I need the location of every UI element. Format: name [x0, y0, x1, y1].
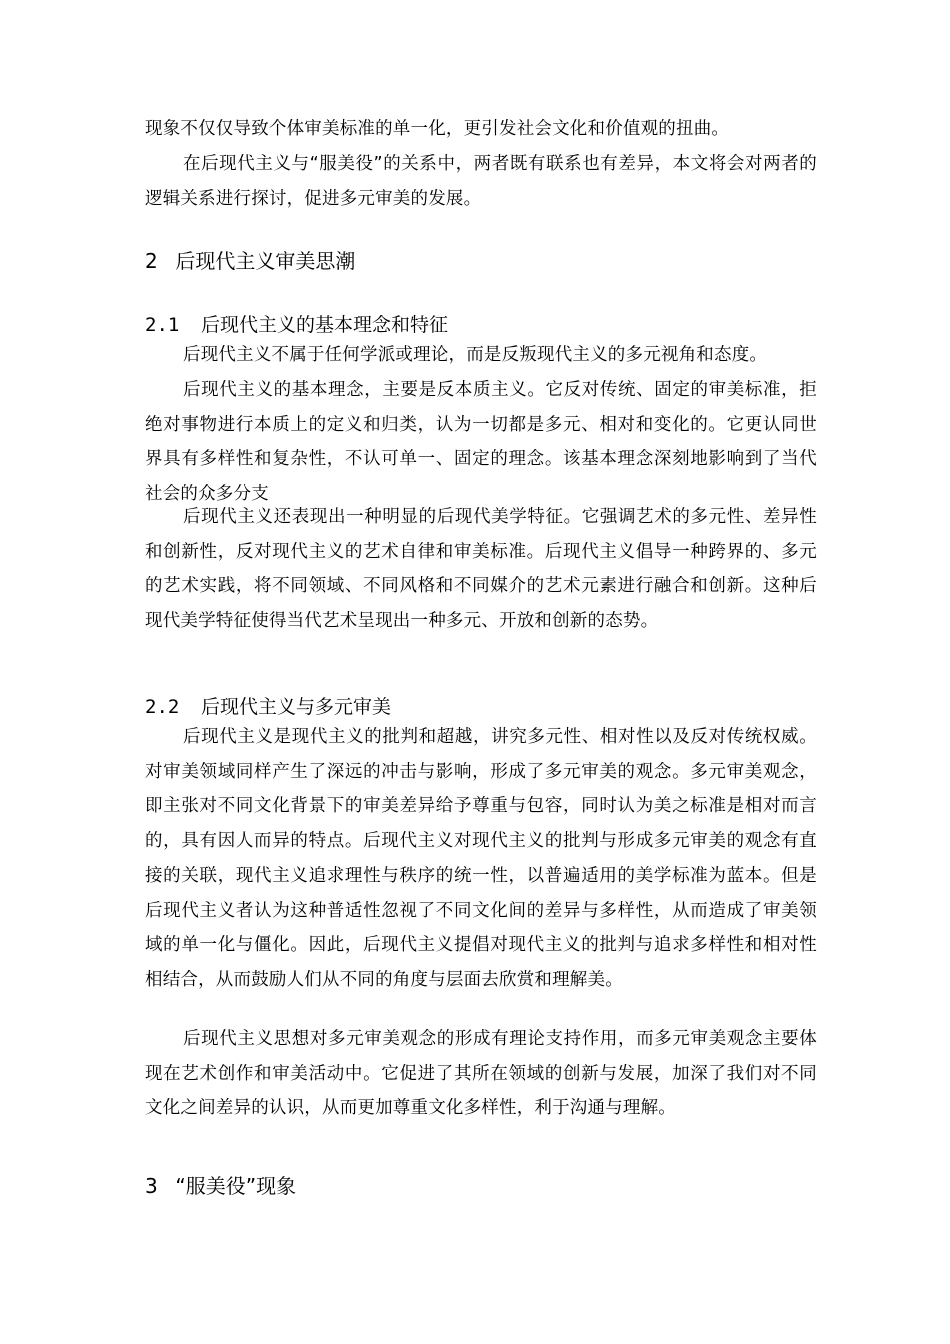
subsection-heading-2-2 — [145, 693, 391, 721]
paragraph-postmodern-definition: 后现代主义不属于任何学派或理论，而是反叛现代主义的多元视角和态度。 — [183, 345, 768, 365]
subsection-number: 2.1 — [145, 314, 180, 336]
section-number: 2 — [145, 249, 158, 273]
section-heading-3 — [145, 1171, 296, 1201]
paragraph-continuation: 现象不仅仅导致个体审美标准的单一化，更引发社会文化和价值观的扭曲。 — [145, 119, 730, 139]
subsection-heading-2-1 — [145, 311, 448, 339]
paragraph-pluralistic-aesthetics: 后现代主义是现代主义的批判和超越，讲究多元性、相对性以及反对传统权威。对审美领域同样产生了深远的冲击与影响，形成了多元审美的观念。多元审美观念，即主张对不同文化背景下的审美差异给予尊重与包容，同时认为美之标准是相对而言的，具有因人而异的特点。后现代主义对现代主义的批判与形成多元审美的观念有直接的关联，现代主义追求理性与秩序的统一性，以普遍适用的美学标准为蓝本。但是后现代主义者认为这种普适性忽视了不同文化间的差异与多样性，从而造成了审美领域的单一化与僵化。因此，后现代主义提倡对现代主义的批判与追求多样性和相对性相结合，从而鼓励人们从不同的角度与层面去欣赏和理解美。 — [145, 727, 817, 990]
paragraph-aesthetic-features: 后现代主义还表现出一种明显的后现代美学特征。它强调艺术的多元性、差异性和创新性，反对现代主义的艺术自律和审美标准。后现代主义倡导一种跨界的、多元的艺术实践，将不同领域、不同风格和不同媒介的艺术元素进行融合和创新。这种后现代美学特征使得当代艺术呈现出一种多元、开放和创新的态势。 — [145, 507, 817, 632]
subsection-number: 2.2 — [145, 696, 180, 718]
subsection-title: 后现代主义的基本理念和特征 — [201, 314, 449, 336]
paragraph-basic-concept: 后现代主义的基本理念，主要是反本质主义。它反对传统、固定的审美标准，拒绝对事物进行本质上的定义和归类，认为一切都是多元、相对和变化的。它更认同世界具有多样性和复杂性，不认可单一、固定的理念。该基本理念深刻地影响到了当代社会的众多分支 — [145, 380, 817, 505]
section-heading-2 — [145, 246, 355, 276]
paragraph-intro-relation: 在后现代主义与“服美役”的关系中，两者既有联系也有差异，本文将会对两者的逻辑关系进行探讨，促进多元审美的发展。 — [145, 154, 817, 209]
subsection-title: 后现代主义与多元审美 — [201, 696, 392, 718]
section-title: 后现代主义审美思潮 — [175, 249, 356, 273]
paragraph-theoretical-support: 后现代主义思想对多元审美观念的形成有理论支持作用，而多元审美观念主要体现在艺术创作和审美活动中。它促进了其所在领域的创新与发展，加深了我们对不同文化之间差异的认识，从而更加尊重文化多样性，利于沟通与理解。 — [145, 1029, 817, 1119]
section-number: 3 — [145, 1174, 158, 1198]
section-title: “服美役”现象 — [175, 1174, 297, 1198]
